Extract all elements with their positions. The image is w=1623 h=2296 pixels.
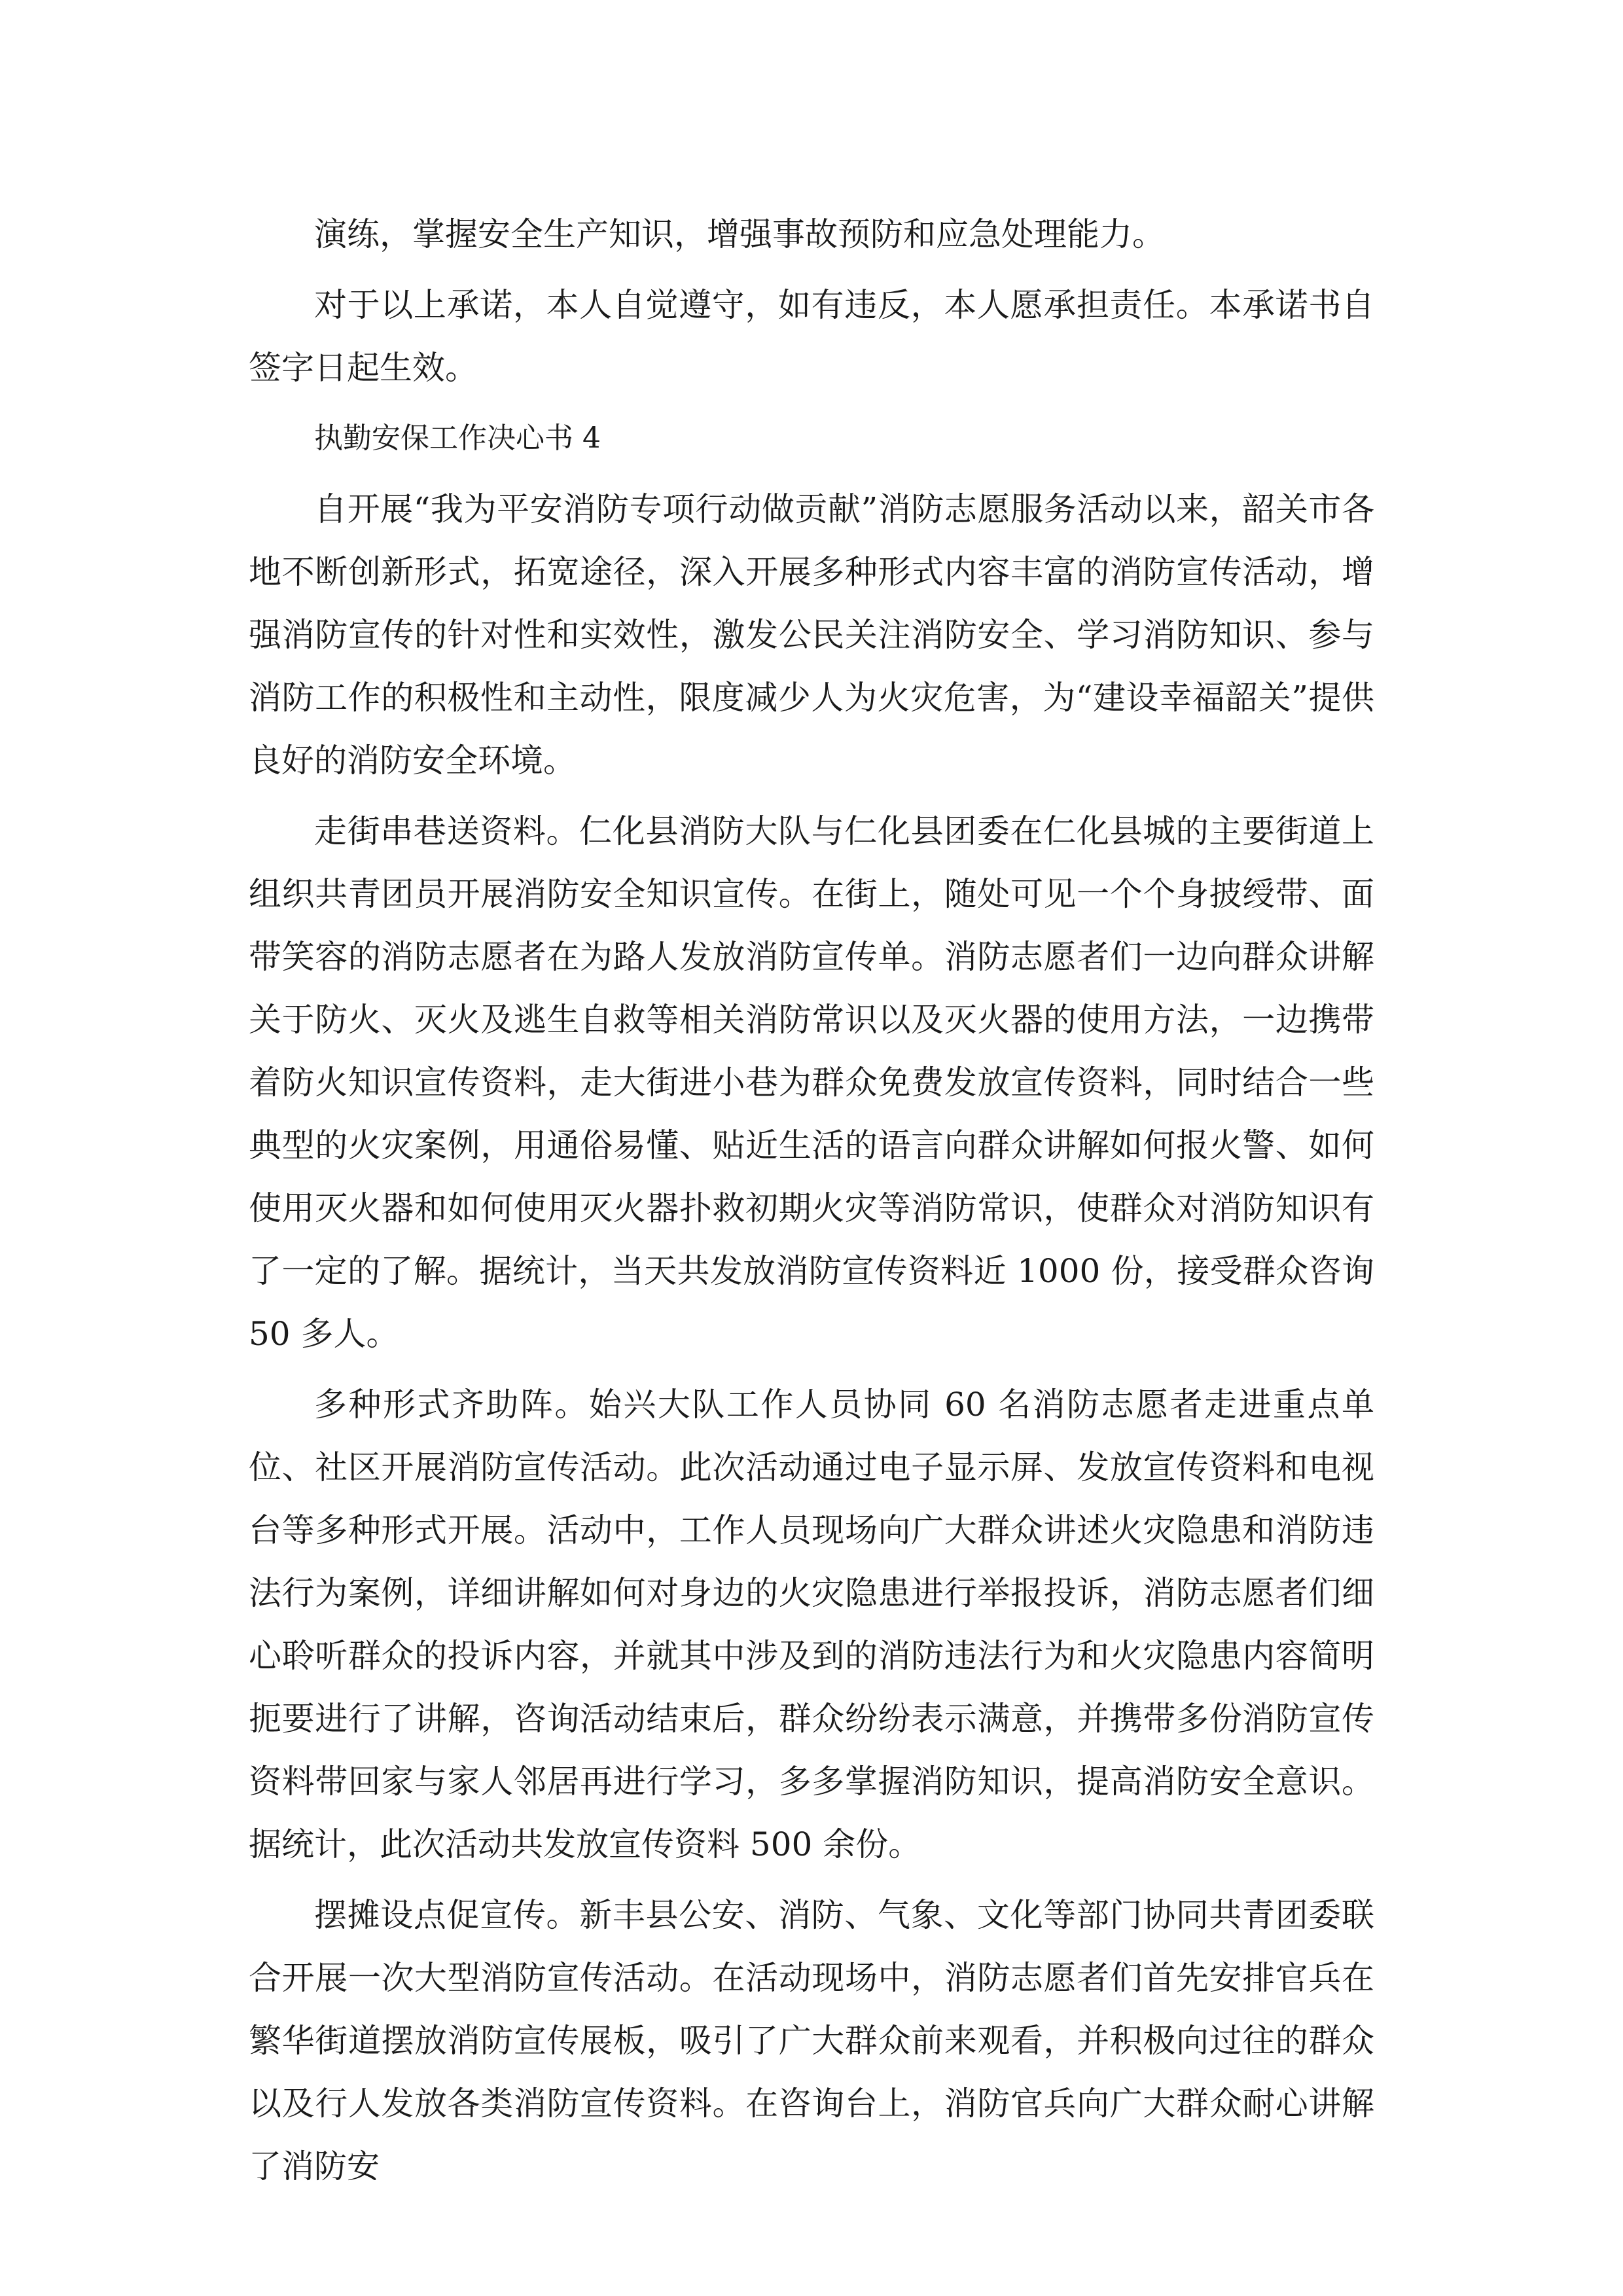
paragraph-multiple-forms: 多种形式齐助阵。始兴大队工作人员协同 60 名消防志愿者走进重点单位、社区开展消防宣传活动。此次活动通过电子显示屏、发放宣传资料和电视台等多种形式开展。活动中，工作人员现场向广大群众讲述火灾隐患和消防违法行为案例，详细讲解如何对身边的火灾隐患进行举报投诉，消防志愿者们细心聆听群众的投诉内容，并就其中涉及到的消防违法行为和火灾隐患内容简明扼要进行了讲解，咨询活动结束后，群众纷纷表示满意，并携带多份消防宣传资料带回家与家人邻居再进行学习，多多掌握消防知识，提高消防安全意识。据统计，此次活动共发放宣传资料 500 余份。 <box>249 1386 1374 1863</box>
paragraph-commitment-statement: 对于以上承诺，本人自觉遵守，如有违反，本人愿承担责任。本承诺书自签字日起生效。 <box>249 286 1374 387</box>
paragraph-street-distribution: 走街串巷送资料。仁化县消防大队与仁化县团委在仁化县城的主要街道上组织共青团员开展消防安全知识宣传。在街上，随处可见一个个身披绶带、面带笑容的消防志愿者在为路人发放消防宣传单。消防志愿者们一边向群众讲解关于防火、灭火及逃生自救等相关消防常识以及灭火器的使用方法，一边携带着防火知识宣传资料，走大街进小巷为群众免费发放宣传资料，同时结合一些典型的火灾案例，用通俗易懂、贴近生活的语言向群众讲解如何报火警、如何使用灭火器和如何使用灭火器扑救初期火灾等消防常识，使群众对消防知识有了一定的了解。据统计，当天共发放消防宣传资料近 1000 份，接受群众咨询 50 多人。 <box>249 812 1374 1353</box>
paragraph-booth-promotion: 摆摊设点促宣传。新丰县公安、消防、气象、文化等部门协同共青团委联合开展一次大型消防宣传活动。在活动现场中，消防志愿者们首先安排官兵在繁华街道摆放消防宣传展板，吸引了广大群众前来观看，并积极向过往的群众以及行人发放各类消防宣传资料。在咨询台上，消防官兵向广大群众耐心讲解了消防安 <box>249 1896 1374 2185</box>
paragraph-volunteer-intro: 自开展“我为平安消防专项行动做贡献”消防志愿服务活动以来，韶关市各地不断创新形式，拓宽途径，深入开展多种形式内容丰富的消防宣传活动，增强消防宣传的针对性和实效性，激发公民关注消防安全、学习消防知识、参与消防工作的积极性和主动性，限度减少人为火灾危害，为“建设幸福韶关”提供良好的消防安全环境。 <box>249 490 1374 780</box>
section-heading: 执勤安保工作决心书 4 <box>314 422 601 455</box>
document-body <box>249 203 1374 2206</box>
paragraph-drill-continuation: 演练，掌握安全生产知识，增强事故预防和应急处理能力。 <box>314 215 1165 253</box>
